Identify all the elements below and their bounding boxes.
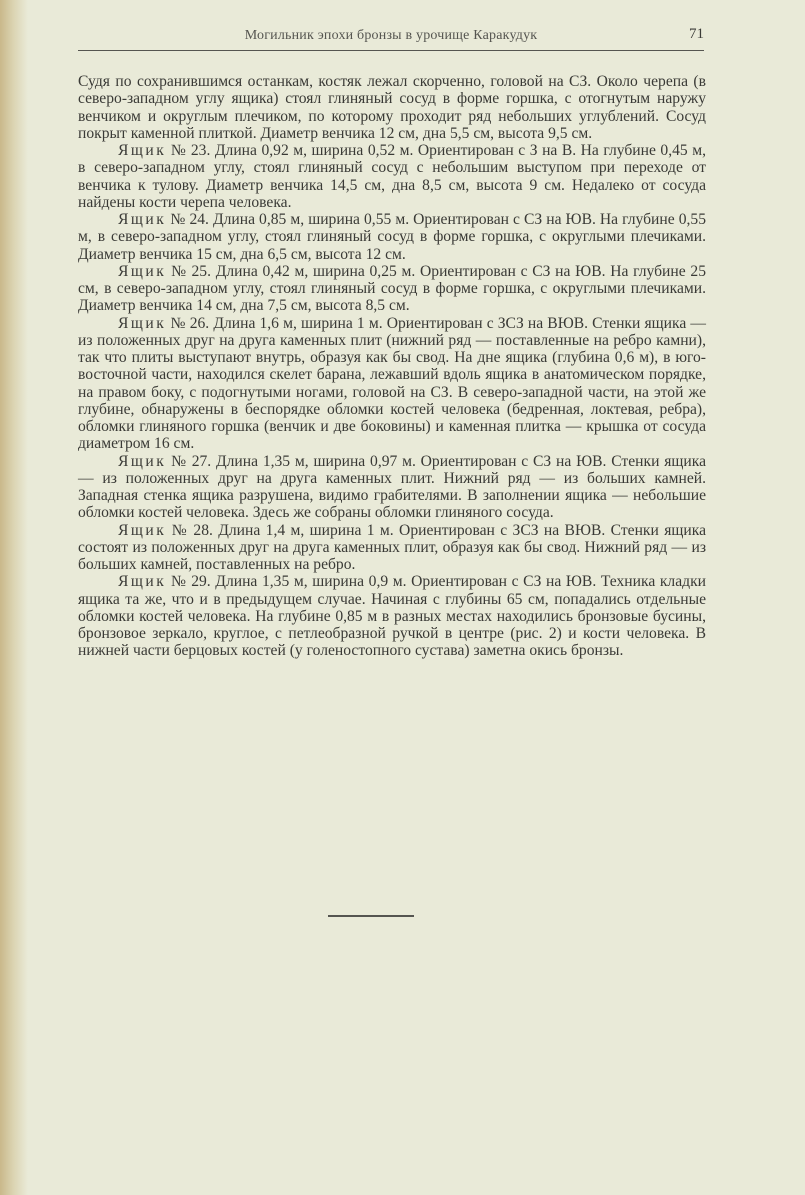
paragraph-box-23 [78, 142, 706, 211]
paragraph-box-28 [78, 522, 706, 574]
page-edge-shadow [0, 0, 28, 1195]
paragraph-box-24 [78, 211, 706, 263]
paragraph-continuation [78, 73, 706, 142]
paragraph-text: № 25. Длина 0,42 м, ширина 0,25 м. Ориентирован с СЗ на ЮВ. На глубине 25 см, в северо-западном углу, стоял глиняный сосуд в форме горшка, с округлыми плечиками. Диаметр венчика 14 см, дна 7,5 см, высота 8,5 см. [78, 262, 706, 315]
running-head [78, 22, 704, 50]
section-end-rule [328, 915, 414, 917]
box-lead: Ящик [118, 452, 167, 470]
box-lead: Ящик [118, 521, 167, 539]
paragraph-box-27 [78, 453, 706, 522]
page-number: 71 [689, 26, 704, 42]
paragraph-box-25 [78, 263, 706, 315]
running-title: Могильник эпохи бронзы в урочище Каракудук [244, 28, 538, 43]
paragraph-text: Судя по сохранившимся останкам, костяк лежал скорченно, головой на СЗ. Около черепа (в северо-западном углу ящика) стоял глиняный сосуд в форме горшка, с отогнутым наружу венчиком и округлым плечиком, по которому проходит ряд небольших углублений. Сосуд покрыт каменной плиткой. Диаметр венчика 12 см, дна 5,5 см, высота 9,5 см. [78, 73, 706, 142]
paragraph-text: № 24. Длина 0,85 м, ширина 0,55 м. Ориентирован с СЗ на ЮВ. На глубине 0,55 м, в северо-западном углу, стоял глиняный сосуд в форме горшка, с округлыми плечиками. Диаметр венчика 15 см, дна 6,5 см, высота 12 см. [78, 211, 706, 263]
box-lead: Ящик [118, 211, 167, 228]
paragraph-text: № 29. Длина 1,35 м, ширина 0,9 м. Ориентирован с СЗ на ЮВ. Техника кладки ящика та же, что и в предыдущем случае. Начиная с глубины 65 см, попадались отдельные обломки костей человека. На глубине 0,85 м в разных местах находились бронзовые бусины, бронзовое зеркало, круглое, с петлеобразной ручкой в центре (рис. 2) и кости человека. В нижней части берцовых костей (у голеностопного сустава) заметна окись бронзы. [78, 573, 706, 660]
paragraph-text: № 28. Длина 1,4 м, ширина 1 м. Ориентирован с ЗСЗ на ВЮВ. Стенки ящика состоят из положенных друг на друга каменных плит, образуя как бы свод. Нижний ряд — из больших камней, поставленных на ребро. [78, 521, 706, 573]
paragraph-text: № 26. Длина 1,6 м, ширина 1 м. Ориентирован с ЗСЗ на ВЮВ. Стенки ящика — из положенных друг на друга каменных плит (нижний ряд — поставленные на ребро камни), так что плиты выступают внутрь, образуя как бы свод. На дне ящика (глубина 0,6 м), в юго-восточной части, находился скелет барана, лежавший вдоль ящика в анатомическом порядке, на правом боку, с подогнутыми ногами, головой на СЗ. В северо-западной части, на этой же глубине, обнаружены в беспорядке обломки костей человека (бедренная, локтевая, ребра), обломки глиняного горшка (венчик и две боковины) и каменная плитка — крышка от сосуда диаметром 16 см. [78, 314, 706, 453]
header-rule [78, 50, 704, 51]
box-lead: Ящик [118, 573, 167, 591]
paragraph-box-26 [78, 315, 706, 453]
paragraph-text: № 27. Длина 1,35 м, ширина 0,97 м. Ориентирован с СЗ на ЮВ. Стенки ящика — из положенных друг на друга каменных плит. Нижний ряд — из больших камней. Западная стенка ящика разрушена, видимо грабителями. В заполнении ящика — небольшие обломки костей человека. Здесь же собраны обломки глиняного сосуда. [78, 452, 706, 522]
paragraph-text: № 23. Длина 0,92 м, ширина 0,52 м. Ориентирован с З на В. На глубине 0,45 м, в северо-западном углу, стоял глиняный сосуд с небольшим выступом при переходе от венчика к тулову. Диаметр венчика 14,5 см, дна 8,5 см, высота 9 см. Недалеко от сосуда найдены кости черепа человека. [78, 142, 706, 211]
box-lead: Ящик [118, 314, 167, 332]
paragraph-box-29 [78, 573, 706, 659]
box-lead: Ящик [118, 142, 167, 159]
text-body [78, 73, 706, 660]
box-lead: Ящик [118, 262, 167, 280]
